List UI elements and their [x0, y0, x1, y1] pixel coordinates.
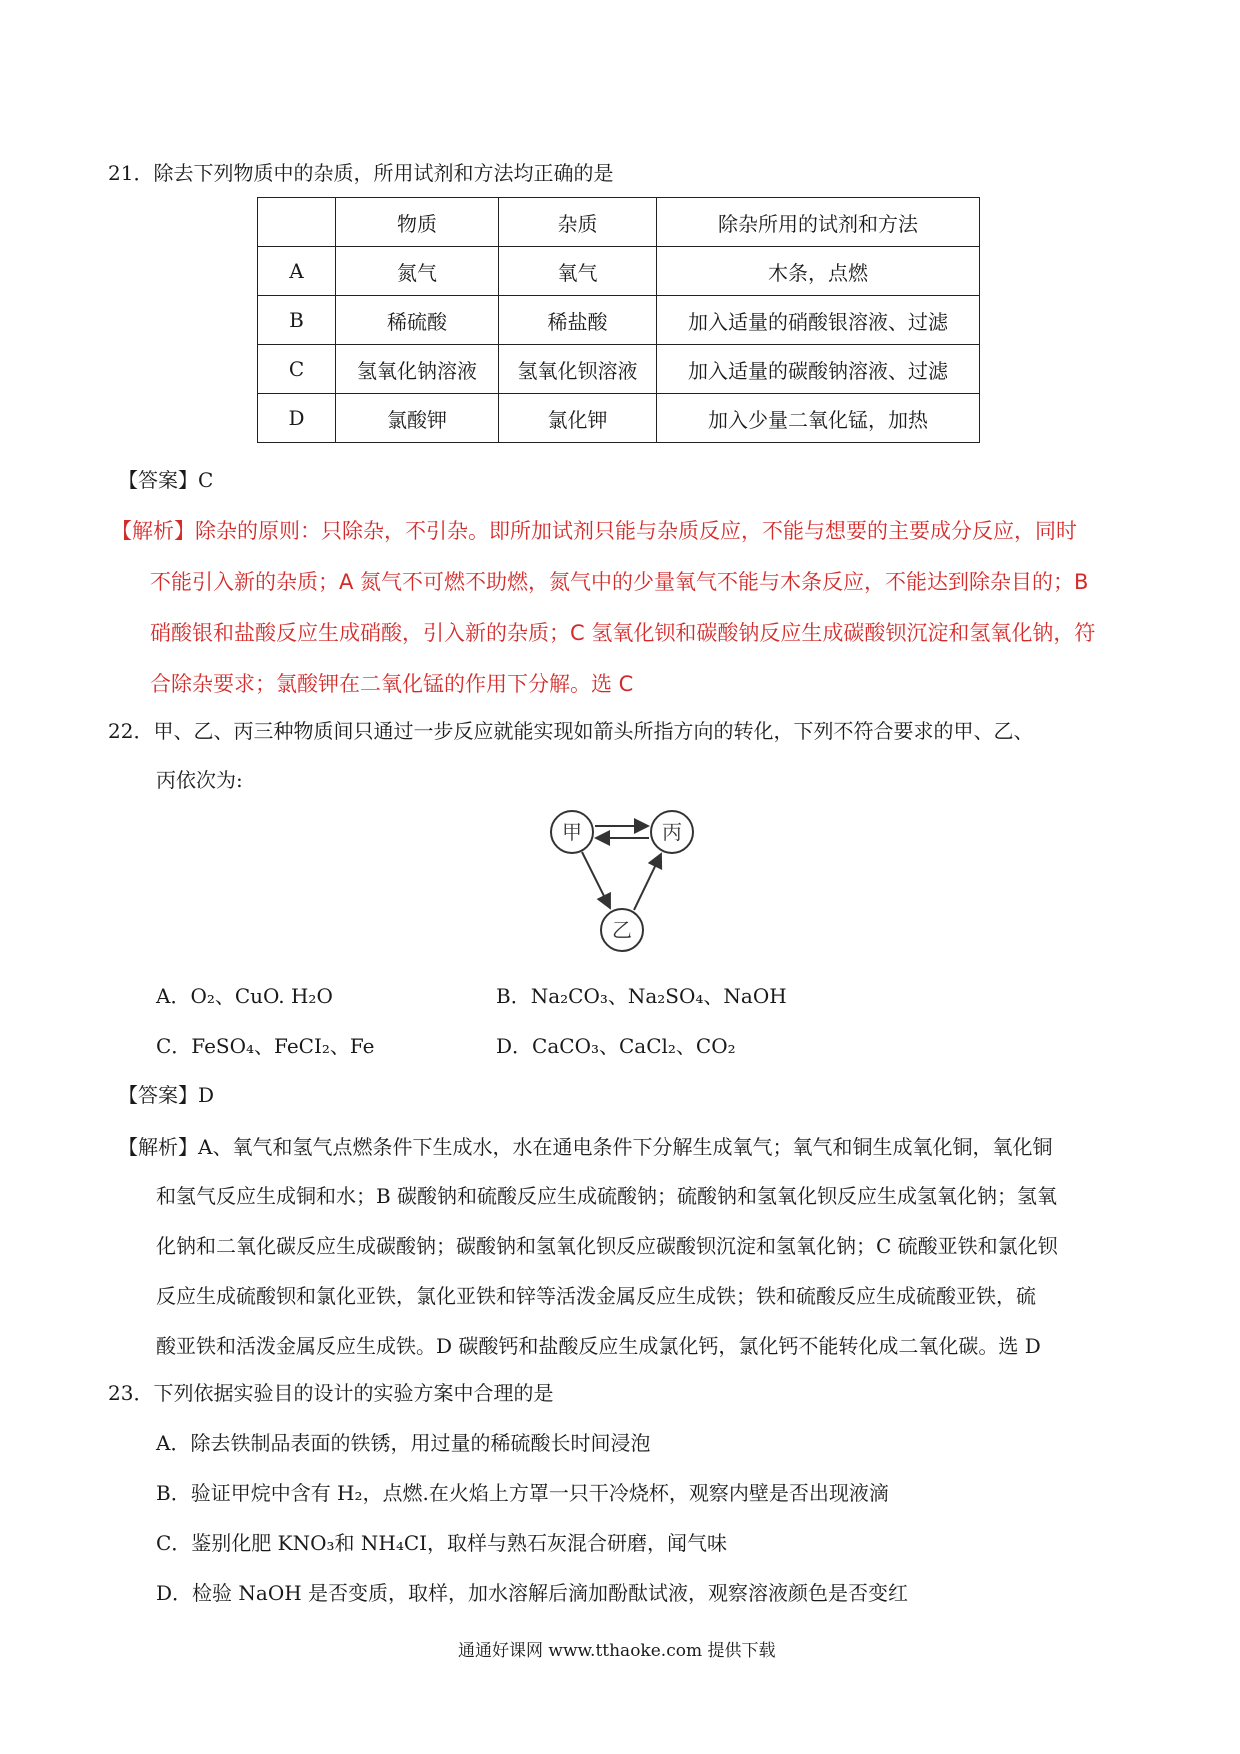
table-cell: 稀硫酸 — [336, 296, 499, 345]
q23-option: C．鉴别化肥 KNO₃和 NH₄CI，取样与熟石灰混合研磨，闻气味 — [156, 1531, 728, 1555]
q21-analysis-line: 【解析】除杂的原则：只除杂，不引杂。即所加试剂只能与杂质反应，不能与想要的主要成分反应，同时 — [111, 519, 1077, 543]
arrow — [634, 854, 661, 910]
table-cell: C — [258, 345, 336, 394]
q22-option-c: C．FeSO₄、FeCI₂、Fe — [156, 1034, 375, 1058]
table-header-row — [258, 198, 980, 247]
q21-analysis-line: 合除杂要求；氯酸钾在二氧化锰的作用下分解。选 C — [150, 672, 634, 696]
q22-stem-line: 22．甲、乙、丙三种物质间只通过一步反应就能实现如箭头所指方向的转化，下列不符合要求的甲、乙、 — [108, 719, 1034, 743]
table-cell: 加入少量二氧化锰，加热 — [657, 394, 980, 443]
table-cell: 氢氧化钠溶液 — [336, 345, 499, 394]
q22-analysis-line: 【解析】A、氧气和氢气点燃条件下生成水，水在通电条件下分解生成氧气；氧气和铜生成氧化铜，氧化铜 — [118, 1135, 1053, 1159]
node-label: 乙 — [612, 918, 632, 942]
q22-analysis-line: 化钠和二氧化碳反应生成碳酸钠；碳酸钠和氢氧化钡反应碳酸钡沉淀和氢氧化钠；C 硫酸亚铁和氯化钡 — [156, 1234, 1058, 1258]
table-cell: 氢氧化钡溶液 — [499, 345, 657, 394]
table-row — [258, 345, 980, 394]
table-cell: 氮气 — [336, 247, 499, 296]
table-cell: 氯酸钾 — [336, 394, 499, 443]
table-cell: B — [258, 296, 336, 345]
table-row — [258, 394, 980, 443]
q22-option-b: B．Na₂CO₃、Na₂SO₄、NaOH — [496, 984, 787, 1008]
q21-answer: 【答案】C — [118, 468, 214, 492]
q22-stem-line: 丙依次为: — [156, 768, 243, 792]
table-cell: 氯化钾 — [499, 394, 657, 443]
table-header-cell: 杂质 — [499, 198, 657, 247]
q23-option: B．验证甲烷中含有 H₂，点燃.在火焰上方罩一只干冷烧杯，观察内壁是否出现液滴 — [156, 1481, 889, 1505]
q22-answer: 【答案】D — [118, 1083, 215, 1107]
q22-option-d: D．CaCO₃、CaCl₂、CO₂ — [496, 1034, 736, 1058]
table-row — [258, 296, 980, 345]
q21-analysis-line: 硝酸银和盐酸反应生成硝酸，引入新的杂质；C 氢氧化钡和碳酸钠反应生成碳酸钡沉淀和氢氧化钠，符 — [150, 621, 1096, 645]
q22-option-a: A．O₂、CuO. H₂O — [156, 984, 333, 1008]
q23-option: A．除去铁制品表面的铁锈，用过量的稀硫酸长时间浸泡 — [156, 1431, 651, 1455]
arrow — [582, 852, 610, 908]
table-cell: 加入适量的碳酸钠溶液、过滤 — [657, 345, 980, 394]
q22-analysis-line: 酸亚铁和活泼金属反应生成铁。D 碳酸钙和盐酸反应生成氯化钙，氯化钙不能转化成二氧化碳。选 D — [156, 1334, 1041, 1358]
node-label: 丙 — [662, 820, 682, 844]
table-cell: 加入适量的硝酸银溶液、过滤 — [657, 296, 980, 345]
q22-analysis-line: 反应生成硫酸钡和氯化亚铁，氯化亚铁和锌等活泼金属反应生成铁；铁和硫酸反应生成硫酸亚铁，硫 — [156, 1284, 1036, 1308]
q22-analysis-line: 和氢气反应生成铜和水；B 碳酸钠和硫酸反应生成硫酸钠；硫酸钠和氢氧化钡反应生成氢氧化钠；氢氧 — [156, 1184, 1058, 1208]
q23-option: D．检验 NaOH 是否变质，取样，加水溶解后滴加酚酞试液，观察溶液颜色是否变红 — [156, 1581, 909, 1605]
q21-analysis-line: 不能引入新的杂质；A 氮气不可燃不助燃，氮气中的少量氧气不能与木条反应，不能达到除杂目的；B — [150, 570, 1089, 594]
q21-stem: 21．除去下列物质中的杂质，所用试剂和方法均正确的是 — [108, 161, 614, 185]
table-cell: 氧气 — [499, 247, 657, 296]
reaction-cycle-diagram — [540, 800, 710, 960]
table-cell: A — [258, 247, 336, 296]
table-header-cell: 除杂所用的试剂和方法 — [657, 198, 980, 247]
table-cell: 木条，点燃 — [657, 247, 980, 296]
q23-stem: 23．下列依据实验目的设计的实验方案中合理的是 — [108, 1381, 554, 1405]
table-cell: D — [258, 394, 336, 443]
table-row — [258, 247, 980, 296]
table-cell: 稀盐酸 — [499, 296, 657, 345]
table-header-cell — [258, 198, 336, 247]
page-footer: 通通好课网 www.tthaoke.com 提供下载 — [458, 1641, 776, 1661]
q21-table — [257, 197, 980, 443]
node-label: 甲 — [562, 820, 582, 844]
table-header-cell: 物质 — [336, 198, 499, 247]
